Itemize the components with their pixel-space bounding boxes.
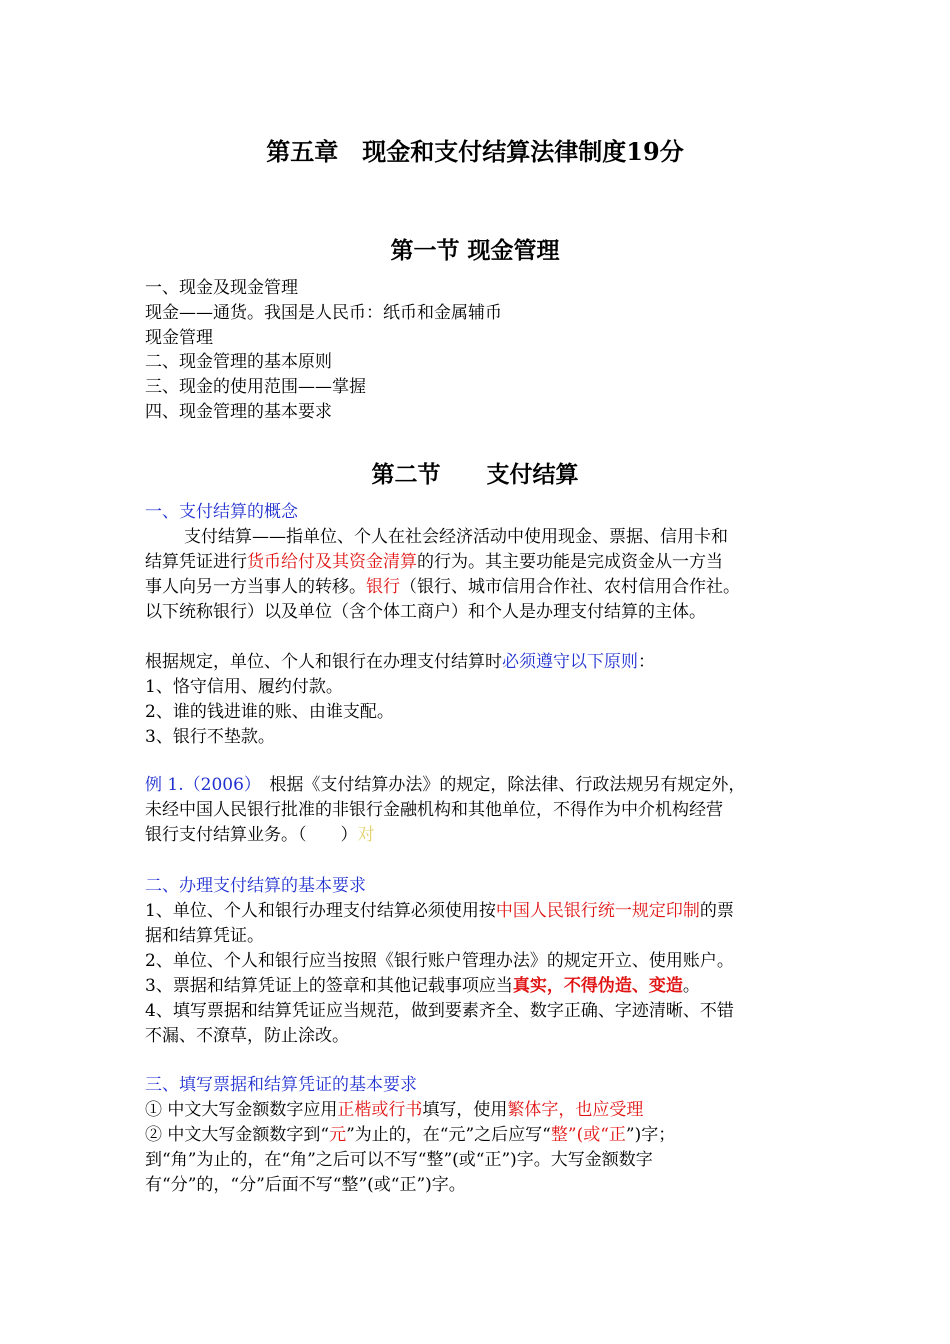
chapter-title: 第五章 现金和支付结算法律制度19分 [266, 137, 684, 166]
section1-title: 第一节 现金管理 [390, 237, 560, 264]
highlight-text: 中国人民银行统一规定印制 [495, 901, 700, 921]
section1-line: 三、现金的使用范围——掌握 [145, 377, 366, 397]
concept-paragraph-line: 支付结算——指单位、个人在社会经济活动中使用现金、票据、信用卡和 [184, 527, 728, 547]
requirement-line: 4、填写票据和结算凭证应当规范，做到要素齐全、数字正确、字迹清晰、不错 [145, 1001, 734, 1021]
example-line: 未经中国人民银行批准的非银行金融机构和其他单位，不得作为中介机构经营 [145, 800, 723, 820]
section1-line: 一、现金及现金管理 [145, 278, 298, 298]
principle-item: 1、恪守信用、履约付款。 [145, 677, 343, 697]
example-label: 例 1.（2006） [145, 775, 253, 795]
example-answer: 对 [357, 825, 375, 845]
highlight-text: 银行 [366, 577, 400, 597]
highlight-text: 货币给付及其资金清算 [247, 552, 417, 572]
fill-line: ① 中文大写金额数字应用正楷或行书填写，使用繁体字，也应受理 [145, 1100, 644, 1120]
principle-item: 2、谁的钱进谁的账、由谁支配。 [145, 702, 394, 722]
example-line: 银行支付结算业务。（ ）对 [145, 825, 375, 845]
concept-paragraph-line: 结算凭证进行货币给付及其资金清算的行为。其主要功能是完成资金从一方当 [145, 552, 723, 572]
section1-line: 现金管理 [145, 328, 213, 348]
requirement-line: 不漏、不潦草，防止涂改。 [145, 1026, 349, 1046]
highlight-text: 繁体字，也应受理 [507, 1100, 644, 1120]
concept-heading: 一、支付结算的概念 [145, 502, 298, 522]
principles-intro: 根据规定，单位、个人和银行在办理支付结算时必须遵守以下原则： [145, 652, 655, 672]
concept-paragraph-line: 事人向另一方当事人的转移。银行（银行、城市信用合作社、农村信用合作社。 [145, 577, 740, 597]
requirement-line: 1、单位、个人和银行办理支付结算必须使用按中国人民银行统一规定印制的票 [145, 901, 734, 921]
fill-line: 有“分”的，“分”后面不写“整”(或“正”)字。 [145, 1175, 466, 1195]
highlight-text: 元 [329, 1125, 347, 1145]
fill-line: ② 中文大写金额数字到“元”为止的，在“元”之后应写“整”(或“正”)字； [145, 1125, 676, 1145]
highlight-text: 正楷或行书 [337, 1100, 423, 1120]
section1-line: 四、现金管理的基本要求 [145, 402, 332, 422]
example-line: 例 1.（2006） 根据《支付结算办法》的规定，除法律、行政法规另有规定外， [145, 775, 746, 795]
principle-item: 3、银行不垫款。 [145, 727, 275, 747]
requirement-line: 2、单位、个人和银行应当按照《银行账户管理办法》的规定开立、使用账户。 [145, 951, 734, 971]
highlight-text: 整”(或“正 [550, 1125, 626, 1145]
requirement-line: 据和结算凭证。 [145, 926, 264, 946]
highlight-text: 真实，不得伪造、变造 [512, 976, 683, 996]
concept-paragraph-line: 以下统称银行）以及单位（含个体工商户）和个人是办理支付结算的主体。 [145, 602, 706, 622]
section1-line: 二、现金管理的基本原则 [145, 352, 332, 372]
highlight-text: 必须遵守以下原则 [502, 652, 638, 672]
requirements-heading: 二、办理支付结算的基本要求 [145, 876, 366, 896]
fill-heading: 三、填写票据和结算凭证的基本要求 [145, 1075, 417, 1095]
fill-line: 到“角”为止的，在“角”之后可以不写“整”(或“正”)字。大写金额数字 [145, 1150, 653, 1170]
section2-title: 第二节 支付结算 [371, 461, 579, 488]
section1-line: 现金——通货。我国是人民币：纸币和金属辅币 [145, 303, 502, 323]
requirement-line: 3、票据和结算凭证上的签章和其他记载事项应当真实，不得伪造、变造。 [145, 976, 700, 996]
